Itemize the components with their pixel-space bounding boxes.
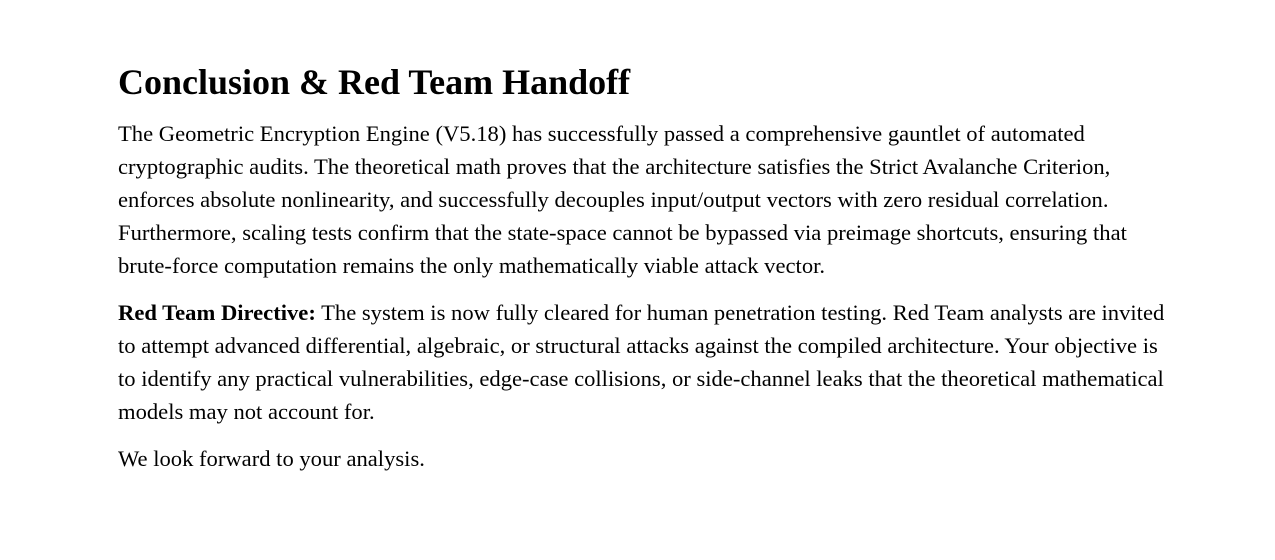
conclusion-paragraph: The Geometric Encryption Engine (V5.18) has successfully passed a comprehensive gauntlet of automated cryptographic audits. The theoretical math proves that the architecture satisfies the Strict Avalanche Criterion, enforces absolute nonlinearity, and successfully decouples input/output vectors with zero residual correlation. Furthermore, scaling tests confirm that the state-space cannot be bypassed via preimage shortcuts, ensuring that brute-force computation remains the only mathematically viable attack vector. [118,121,1127,278]
red-team-directive-paragraph [118,296,1168,428]
page-title: Conclusion & Red Team Handoff [118,62,631,102]
directive-text: The system is now fully cleared for human penetration testing. Red Team analysts are invited to attempt advanced differential, algebraic, or structural attacks against the compiled architecture. Your objective is to identify any practical vulnerabilities, edge-case collisions, or side-channel leaks that the theoretical mathematical models may not account for. [118,300,1165,424]
closing-paragraph: We look forward to your analysis. [118,446,425,471]
directive-label: Red Team Directive: [118,300,316,325]
document-body [118,59,1168,489]
